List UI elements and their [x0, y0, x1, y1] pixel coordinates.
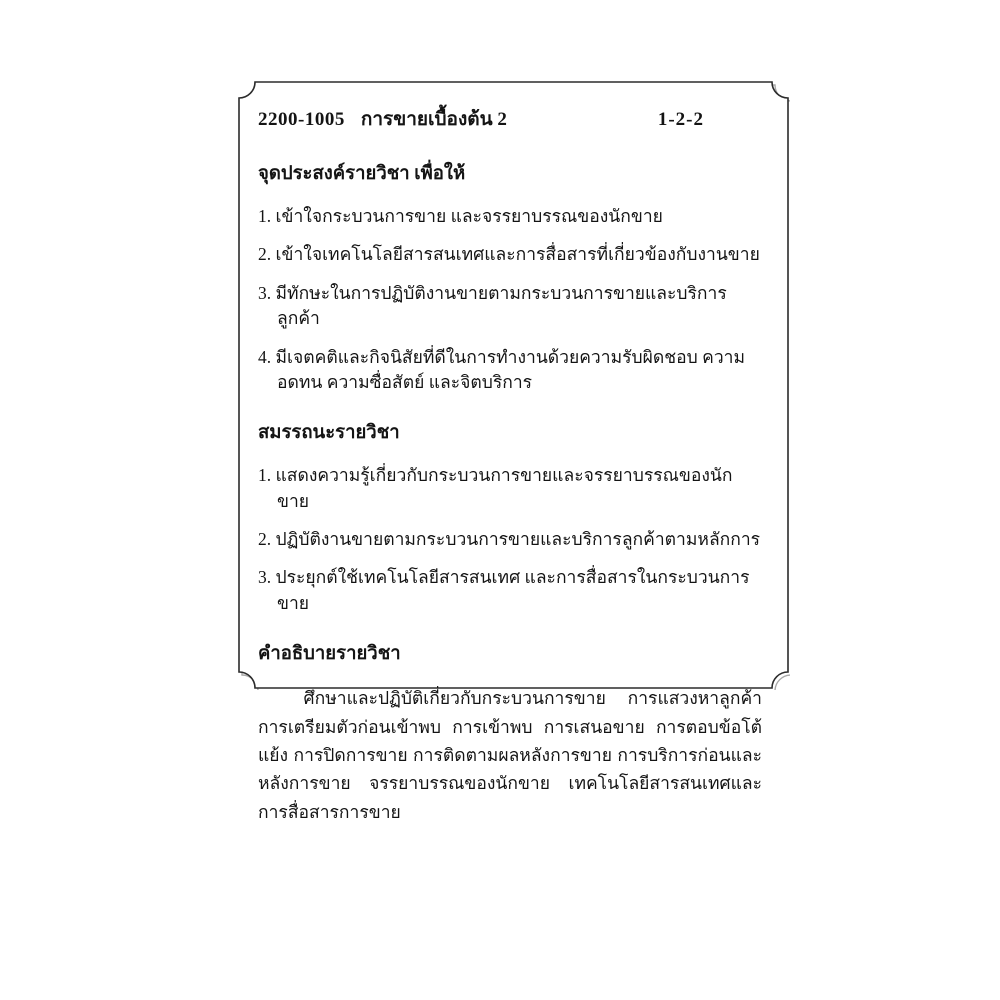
description-heading: คำอธิบายรายวิชา	[258, 644, 401, 665]
objectives-heading: จุดประสงค์รายวิชา เพื่อให้	[258, 164, 466, 184]
competencies-list	[258, 463, 762, 616]
course-description-card	[237, 80, 790, 822]
card-content	[237, 80, 790, 822]
description-body: ศึกษาและปฏิบัติเกี่ยวกับกระบวนการขาย การแสวงหาลูกค้า การเตรียมตัวก่อนเข้าพบ การเข้าพบ การเสนอขาย การตอบข้อโต้แย้ง การปิดการขาย การติดตามผลหลังการขาย การบริการก่อนและหลังการขาย จรรยาบรรณของนักขาย เทคโนโลยีสารสนเทศและการสื่อสารการขาย	[258, 688, 762, 822]
objectives-list	[258, 204, 762, 395]
course-header	[258, 104, 762, 134]
objective-item: 1. เข้าใจกระบวนการขาย และจรรยาบรรณของนักขาย	[258, 206, 663, 227]
course-code: 2200-1005	[258, 109, 345, 130]
course-title: การขายเบื้องต้น 2	[360, 109, 507, 130]
objective-item: 4. มีเจตคติและกิจนิสัยที่ดีในการทำงานด้วยความรับผิดชอบ ความอดทน ความซื่อสัตย์ และจิตบริการ	[258, 346, 746, 392]
objective-item: 2. เข้าใจเทคโนโลยีสารสนเทศและการสื่อสารที่เกี่ยวข้องกับงานขาย	[258, 244, 760, 265]
competency-item: 3. ประยุกต์ใช้เทคโนโลยีสารสนเทศ และการสื่อสารในกระบวนการขาย	[258, 567, 750, 613]
course-credit: 1-2-2	[657, 109, 704, 130]
competencies-heading: สมรรถนะรายวิชา	[258, 423, 400, 444]
objective-item: 3. มีทักษะในการปฏิบัติงานขายตามกระบวนการขายและบริการลูกค้า	[258, 282, 727, 329]
competency-item: 2. ปฏิบัติงานขายตามกระบวนการขายและบริการลูกค้าตามหลักการ	[258, 529, 761, 550]
competency-item: 1. แสดงความรู้เกี่ยวกับกระบวนการขายและจรรยาบรรณของนักขาย	[258, 465, 733, 511]
course-header-left	[258, 104, 507, 134]
